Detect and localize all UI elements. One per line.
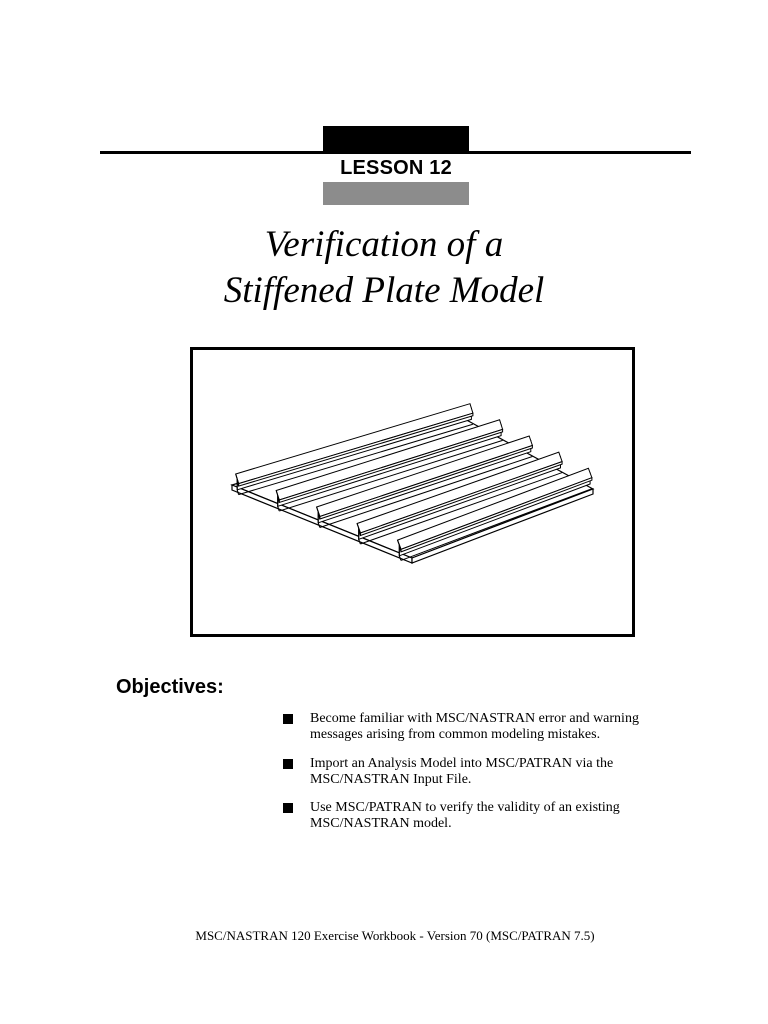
lesson-header-gray-bar <box>323 182 469 205</box>
lesson-title <box>0 222 768 314</box>
stiffened-plate-drawing <box>193 350 632 634</box>
objective-text: Import an Analysis Model into MSC/PATRAN via the MSC/NASTRAN Input File. <box>310 756 614 787</box>
square-bullet-icon <box>283 714 293 724</box>
lesson-title-line-1: Verification of a <box>264 224 504 265</box>
objective-item <box>283 711 683 742</box>
objective-text: Become familiar with MSC/NASTRAN error and warning messages arising from common modeling mistakes. <box>310 711 639 742</box>
lesson-title-line-2: Stiffened Plate Model <box>223 270 545 311</box>
lesson-header-black-bar <box>323 126 469 152</box>
horizontal-rule <box>100 151 691 154</box>
stiffened-plate-figure <box>190 347 635 637</box>
objective-item <box>283 800 683 831</box>
objective-text: Use MSC/PATRAN to verify the validity of an existing MSC/NASTRAN model. <box>310 800 620 831</box>
square-bullet-icon <box>283 759 293 769</box>
square-bullet-icon <box>283 803 293 813</box>
page-footer: MSC/NASTRAN 120 Exercise Workbook - Version 70 (MSC/PATRAN 7.5) <box>195 928 595 943</box>
lesson-number: LESSON 12 <box>340 157 452 179</box>
objectives-heading: Objectives: <box>116 676 224 698</box>
objective-item <box>283 756 683 787</box>
objectives-list <box>283 711 683 831</box>
